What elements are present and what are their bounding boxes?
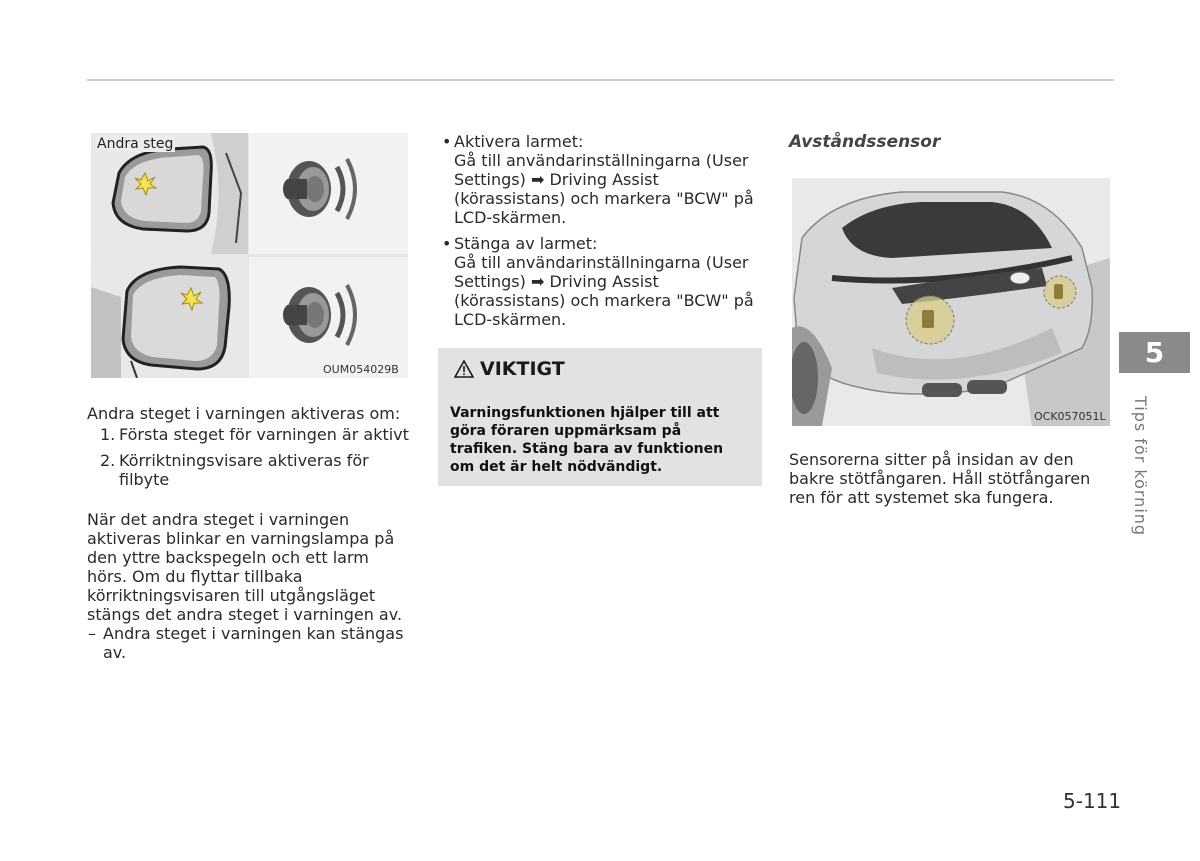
figure-label: Andra steg (97, 136, 174, 152)
speaker-icon (249, 133, 408, 254)
list-item (87, 451, 411, 489)
bullet-title: Aktivera larmet: (454, 132, 584, 151)
car-rear-illustration (792, 178, 1110, 426)
bullet-title: Stänga av larmet: (454, 234, 598, 253)
warning-triangle-icon (454, 360, 474, 378)
mirror-panel-bottom (91, 257, 248, 378)
figure-code: OCK057051L (1034, 410, 1106, 423)
list-number: 1. (100, 425, 116, 444)
notice-title (454, 358, 565, 380)
dash-text: Andra steget i varningen kan stängas av. (103, 624, 404, 662)
list-item (87, 425, 411, 444)
notice-body: Varningsfunktionen hjälper till att göra föraren uppmärksam på trafiken. Stäng bara av funktionen om det är helt nödvändigt. (450, 405, 724, 475)
bullet-text: Gå till användarinställningarna (User Settings) ➡ Driving Assist (körassistans) och markera "BCW" på LCD-skärmen. (454, 151, 754, 227)
dash-glyph: – (88, 624, 96, 643)
figure-code: OUM054029B (323, 363, 399, 376)
mirror-warning-figure (91, 133, 408, 378)
dash-list-item (87, 624, 411, 662)
intro-text: Andra steget i varningen aktiveras om: (87, 404, 401, 423)
list-text: Första steget för varningen är aktivt (119, 425, 409, 444)
body-paragraph: När det andra steget i varningen aktiveras blinkar en varningslampa på den yttre backspegeln och ett larm hörs. Om du flyttar tillbaka körriktningsvisaren till utgångsläget stängs det andra steget i varningen av. (87, 510, 403, 624)
sound-panel-top (249, 133, 408, 254)
header-rule (87, 79, 1114, 81)
middle-column-text (442, 132, 762, 336)
bullet-glyph: • (442, 234, 452, 253)
list-number: 2. (100, 451, 116, 470)
chapter-number-tab: 5 (1119, 332, 1190, 373)
chapter-title-text: Tips för körning (1131, 396, 1150, 537)
page-number: 5-111 (1063, 789, 1122, 813)
notice-title-text: VIKTIGT (480, 358, 565, 380)
list-text: Körriktningsvisare aktiveras för filbyte (119, 451, 369, 489)
bullet-text: Gå till användarinställningarna (User Settings) ➡ Driving Assist (körassistans) och markera "BCW" på LCD-skärmen. (454, 253, 754, 329)
notice-box (438, 348, 762, 486)
right-column-text: Sensorerna sitter på insidan av den bakre stötfångaren. Håll stötfångaren ren för att systemet ska fungera. (789, 450, 1091, 507)
left-column-text (87, 404, 411, 662)
bullet-glyph: • (442, 132, 452, 151)
chapter-title (1130, 396, 1154, 546)
parking-sensor-figure (792, 178, 1110, 426)
section-heading: Avståndssensor (789, 132, 941, 152)
bullet-item (442, 234, 762, 329)
speaker-icon (249, 257, 408, 378)
sound-panel-bottom (249, 257, 408, 378)
step-list (87, 425, 411, 489)
side-mirror-illustration (91, 257, 248, 378)
bullet-item (442, 132, 762, 227)
